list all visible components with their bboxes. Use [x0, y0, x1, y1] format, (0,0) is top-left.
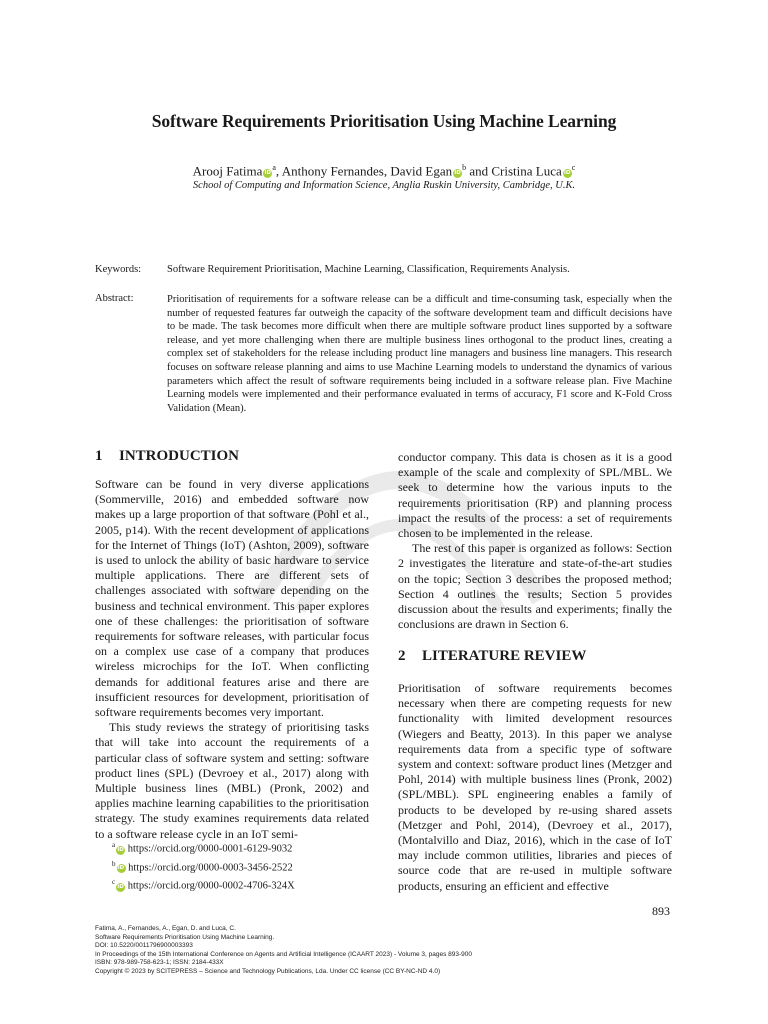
orcid-icon: iD [117, 883, 124, 890]
right-column-bottom [398, 681, 672, 894]
footnote [112, 838, 295, 857]
author-list [0, 163, 768, 179]
citation-line: In Proceedings of the 15th International Conference on Agents and Artificial Intelligence (ICAART 2023) - Volume 3, pages 893-900 [95, 950, 472, 958]
section-number: 1 [95, 448, 103, 464]
author-names: and Cristina Luca [466, 163, 562, 179]
footnote-mark: b [112, 859, 116, 868]
affiliation: School of Computing and Information Science, Anglia Ruskin University, Cambridge, U.K. [192, 180, 576, 191]
left-column [95, 477, 369, 842]
paragraph: This study reviews the strategy of prioritising tasks that will take into account the requirements of a particular class of software system and setting: software product lines (SPL) (Devroey et al., 2017) along with Multiple business lines (MBL) (Pronk, 2002) and applies machine learning capabilities to the prioritisation strategy. The study examines requirements data related to a software release cycle in an IoT semi- [95, 720, 369, 841]
right-column-top [398, 450, 672, 632]
footnote-mark: c [112, 878, 116, 886]
citation-line: Fatima, A., Fernandes, A., Egan, D. and Luca, C. [95, 925, 236, 932]
footnote-mark: a [112, 841, 116, 849]
author-names: , Anthony Fernandes, David Egan [275, 163, 453, 179]
orcid-icon[interactable]: iD [264, 170, 272, 177]
abstract-label: Abstract: [95, 293, 134, 304]
orcid-link[interactable]: https://orcid.org/0000-0001-6129-9032 [127, 843, 293, 855]
citation-block [95, 925, 472, 977]
footnotes [112, 838, 295, 894]
section-number: 2 [398, 648, 406, 664]
orcid-icon: iD [117, 846, 124, 853]
abstract-text: Prioritisation of requirements for a software release can be a difficult and time-consuming task, especially when the number of requested features far outweigh the capacity of the software development team and difficult decisions have to be made. The task becomes more difficult when there are multiple software product lines supported by a software release, and yet more challenging when there are multiple business lines orthogonal to the product lines, creating a complex set of stakeholders for the release including product line managers and business line managers. This research focuses on software release planning and aims to use Machine Learning models to understand the dynamics of various parameters which affect the result of software requirements being included in a software release plan. Five Machine Learning models were implemented and their performance evaluated in terms of accuracy, F1 score and K-Fold Cross Validation (Mean). [167, 294, 672, 414]
author-mark: c [571, 163, 576, 172]
footnote [112, 875, 295, 894]
keywords-label: Keywords: [95, 264, 142, 275]
section-title: INTRODUCTION [119, 448, 240, 464]
orcid-icon[interactable]: iD [454, 170, 461, 177]
paragraph: Software can be found in very diverse applications (Sommerville, 2016) and embedded software now makes up a large proportion of that software (Pohl et al., 2005, p14). With the recent development of applications for the Internet of Things (IoT) (Ashton, 2009), software is used to unlock the ability of basic hardware to service multiple applications. There are different sets of challenges associated with software depending on the business and technical environment. This paper explores one of these challenges: the prioritisation of software requirements for software releases, with particular focus on a complex use case of a company that produces wireless microchips for the IoT. When conflicting demands for additional features arise and there are insufficient resources for development, prioritisation of software requirements becomes very important. [95, 477, 369, 720]
page-number: 893 [652, 904, 670, 918]
author-mark: a [272, 163, 276, 172]
orcid-link[interactable]: https://orcid.org/0000-0003-3456-2522 [128, 862, 293, 873]
section-heading-literature-review [398, 648, 586, 665]
paragraph: The rest of this paper is organized as follows: Section 2 investigates the literature and state-of-the-art studies on the topic; Section 3 describes the proposed method; Section 4 outlines the results; Section 5 provides discussion about the results and experiments; finally the conclusions are drawn in Section 6. [398, 541, 672, 632]
orcid-icon[interactable]: iD [564, 170, 571, 177]
orcid-link[interactable]: https://orcid.org/0000-0002-4706-324X [127, 880, 295, 892]
section-heading-introduction [95, 448, 239, 465]
author-mark: b [462, 163, 467, 172]
citation-line: Software Requirements Prioritisation Using Machine Learning. [95, 933, 275, 941]
keywords-text: Software Requirement Prioritisation, Machine Learning, Classification, Requirements Analysis. [167, 264, 570, 275]
author-name: Arooj Fatima [192, 163, 263, 179]
section-title: LITERATURE REVIEW [422, 648, 587, 664]
citation-line: DOI: 10.5220/0011796900003393 [95, 942, 193, 950]
paragraph: conductor company. This data is chosen as it is a good example of the scale and complexity of SPL/MBL. We seek to determine how the various inputs to the requirements prioritisation (RP) and planning process impact the results of the process: a set of requirements chosen to be implemented in the release. [398, 450, 672, 541]
orcid-icon: iD [117, 865, 125, 871]
footnote [112, 857, 295, 876]
citation-line: Copyright © 2023 by SCITEPRESS – Science and Technology Publications, Lda. Under CC license (CC BY-NC-ND 4.0) [95, 967, 441, 975]
paragraph: Prioritisation of software requirements becomes necessary when there are competing requests for new functionality with limited development resources (Wiegers and Beatty, 2013). In this paper we analyse requirements data from a specific type of software system and context: software product lines (Metzger and Pohl, 2014) with multiple business lines (Pronk, 2002)(SPL/MBL). SPL engineering enables a family of products to be developed by re-using shared assets (Metzger and Pohl, 2014), (Devroey et al., 2017), (Montalvillo and Diaz, 2016), which in the case of IoT may include common utilities, libraries and pieces of source code that are re-used in multiple software products, ensuring an efficient and effective [398, 681, 672, 893]
paper-title: Software Requirements Prioritisation Using Machine Learning [151, 111, 617, 131]
citation-line: ISBN: 978-989-758-623-1; ISSN: 2184-433X [95, 959, 224, 967]
